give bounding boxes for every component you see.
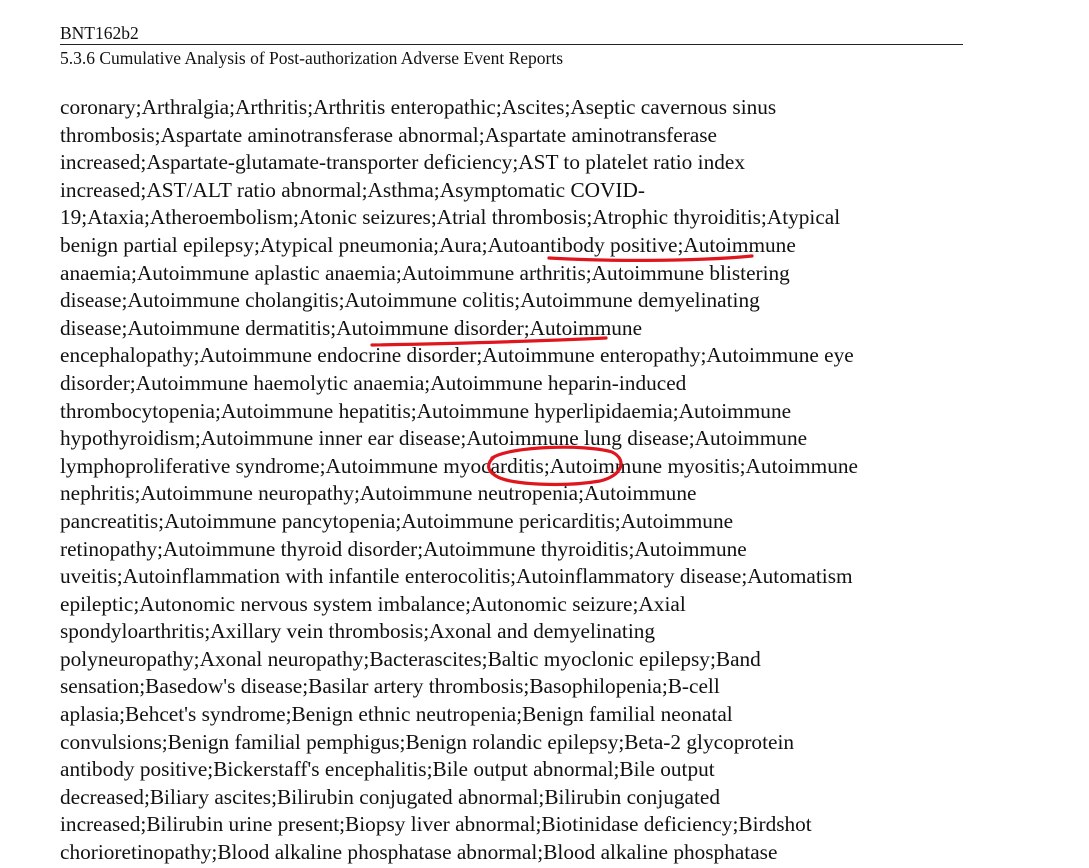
text-line: pancreatitis;Autoimmune pancytopenia;Autoimmune pericarditis;Autoimmune bbox=[60, 508, 734, 533]
text-line: increased;Aspartate-glutamate-transporter deficiency;AST to platelet ratio index bbox=[60, 150, 745, 175]
document-header bbox=[60, 22, 963, 69]
text-line: disorder;Autoimmune haemolytic anaemia;Autoimmune heparin-induced bbox=[60, 370, 687, 395]
text-line: increased;AST/ALT ratio abnormal;Asthma;Asymptomatic COVID- bbox=[60, 177, 645, 202]
text-line: nephritis;Autoimmune neuropathy;Autoimmune neutropenia;Autoimmune bbox=[60, 481, 697, 506]
text-line: sensation;Basedow's disease;Basilar artery thrombosis;Basophilopenia;B-cell bbox=[60, 674, 720, 699]
text-line: spondyloarthritis;Axillary vein thrombosis;Axonal and demyelinating bbox=[60, 619, 656, 644]
text-line: lymphoproliferative syndrome;Autoimmune myocarditis;Autoimmune myositis;Autoimmune bbox=[60, 453, 858, 478]
text-line: benign partial epilepsy;Atypical pneumonia;Aura;Autoantibody positive;Autoimmune bbox=[60, 232, 796, 257]
text-line: thrombocytopenia;Autoimmune hepatitis;Autoimmune hyperlipidaemia;Autoimmune bbox=[60, 398, 792, 423]
text-line: increased;Bilirubin urine present;Biopsy liver abnormal;Biotinidase deficiency;Birdshot bbox=[60, 812, 812, 837]
adverse-event-text bbox=[60, 94, 1020, 867]
text-line: chorioretinopathy;Blood alkaline phosphatase abnormal;Blood alkaline phosphatase bbox=[60, 840, 778, 865]
text-line: polyneuropathy;Axonal neuropathy;Bacterascites;Baltic myoclonic epilepsy;Band bbox=[60, 646, 761, 671]
text-line: epileptic;Autonomic nervous system imbalance;Autonomic seizure;Axial bbox=[60, 591, 686, 616]
document-title: BNT162b2 bbox=[60, 22, 963, 45]
section-title: 5.3.6 Cumulative Analysis of Post-authorization Adverse Event Reports bbox=[60, 48, 564, 68]
text-line: disease;Autoimmune cholangitis;Autoimmune colitis;Autoimmune demyelinating bbox=[60, 288, 760, 313]
text-line: thrombosis;Aspartate aminotransferase abnormal;Aspartate aminotransferase bbox=[60, 122, 718, 147]
text-line: retinopathy;Autoimmune thyroid disorder;Autoimmune thyroiditis;Autoimmune bbox=[60, 536, 747, 561]
text-line: disease;Autoimmune dermatitis;Autoimmune disorder;Autoimmune bbox=[60, 315, 643, 340]
text-line: convulsions;Benign familial pemphigus;Benign rolandic epilepsy;Beta-2 glycoprotein bbox=[60, 729, 795, 754]
text-line: 19;Ataxia;Atheroembolism;Atonic seizures;Atrial thrombosis;Atrophic thyroiditis;Atypical bbox=[60, 205, 841, 230]
text-line: decreased;Biliary ascites;Bilirubin conjugated abnormal;Bilirubin conjugated bbox=[60, 784, 721, 809]
text-line: antibody positive;Bickerstaff's encephalitis;Bile output abnormal;Bile output bbox=[60, 757, 715, 782]
text-line: hypothyroidism;Autoimmune inner ear disease;Autoimmune lung disease;Autoimmune bbox=[60, 426, 808, 451]
text-line: coronary;Arthralgia;Arthritis;Arthritis enteropathic;Ascites;Aseptic cavernous sinus bbox=[60, 95, 777, 119]
text-line: uveitis;Autoinflammation with infantile enterocolitis;Autoinflammatory disease;Automatism bbox=[60, 564, 853, 589]
text-line: aplasia;Behcet's syndrome;Benign ethnic neutropenia;Benign familial neonatal bbox=[60, 702, 733, 727]
text-line: anaemia;Autoimmune aplastic anaemia;Autoimmune arthritis;Autoimmune blistering bbox=[60, 260, 790, 285]
text-line: encephalopathy;Autoimmune endocrine disorder;Autoimmune enteropathy;Autoimmune eye bbox=[60, 343, 854, 368]
